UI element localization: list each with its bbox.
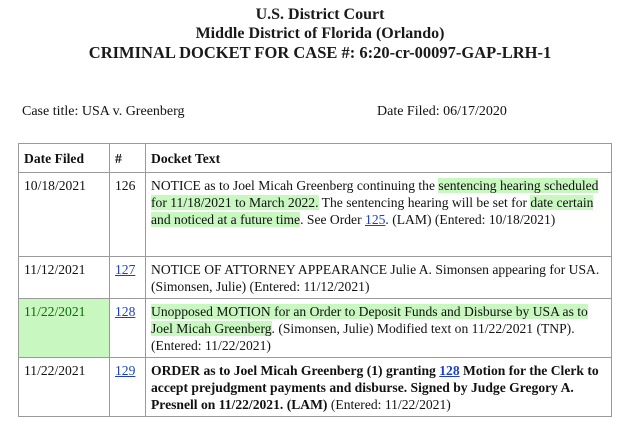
motion-128-link[interactable]: 128 (439, 363, 460, 378)
document-127-link[interactable]: 127 (115, 262, 136, 277)
row-docket-text (146, 299, 612, 358)
row-number (110, 257, 146, 299)
row-number (110, 358, 146, 417)
row-number: 126 (110, 173, 146, 257)
order-125-link[interactable]: 125 (365, 212, 386, 227)
highlighted-text: sentencing hearing scheduled for 11/18/2021 to March 2022. (151, 178, 599, 210)
court-name: U.S. District Court (255, 6, 385, 23)
text-segment: . (LAM) (Entered: 10/18/2021) (385, 212, 556, 227)
table-row (19, 299, 612, 358)
highlighted-text: Unopposed MOTION for an Order to Deposit Funds and Disburse by USA as to Joel Micah Greenberg (151, 304, 588, 336)
case-title: Case title: USA v. Greenberg (22, 104, 185, 119)
table-row (19, 257, 612, 299)
row-docket-text (146, 173, 612, 257)
text-segment: . (Simonsen, Julie) Modified text on 11/22/2021 (TNP). (Entered: 11/22/2021) (151, 321, 575, 353)
text-segment: . See Order (300, 212, 366, 227)
table-row (19, 173, 612, 257)
case-date-filed: Date Filed: 06/17/2020 (377, 104, 507, 119)
column-header-docket-text: Docket Text (146, 144, 612, 173)
text-segment: (Entered: 11/22/2021) (327, 397, 451, 412)
row-date: 11/22/2021 (19, 299, 110, 358)
row-number (110, 299, 146, 358)
row-date: 10/18/2021 (19, 173, 110, 257)
bold-text: Motion for the Clerk to accept prejudgment payments and disburse. Signed by Judge Gregory A. Presnell on 11/22/2021. (LAM) (151, 363, 599, 412)
bold-text: ORDER as to Joel Micah Greenberg (1) granting (151, 363, 440, 378)
text-segment: The sentencing hearing will be set for (318, 195, 531, 210)
row-docket-text: NOTICE OF ATTORNEY APPEARANCE Julie A. Simonsen appearing for USA. (Simonsen, Julie) (Entered: 11/12/2021) (146, 257, 612, 299)
column-header-number: # (110, 144, 146, 173)
column-header-date: Date Filed (19, 144, 110, 173)
row-date: 11/22/2021 (19, 358, 110, 417)
docket-title: CRIMINAL DOCKET FOR CASE #: 6:20-cr-00097-GAP-LRH-1 (88, 43, 552, 62)
row-date: 11/12/2021 (19, 257, 110, 299)
table-row (19, 358, 612, 417)
row-docket-text (146, 358, 612, 417)
document-129-link[interactable]: 129 (115, 363, 136, 378)
document-128-link[interactable]: 128 (115, 304, 136, 319)
docket-table (18, 143, 612, 417)
district-name: Middle District of Florida (Orlando) (195, 25, 445, 42)
table-header-row (19, 144, 612, 173)
highlighted-text: date certain and noticed at a future time (151, 195, 594, 227)
text-segment: NOTICE as to Joel Micah Greenberg continuing the (151, 178, 439, 193)
